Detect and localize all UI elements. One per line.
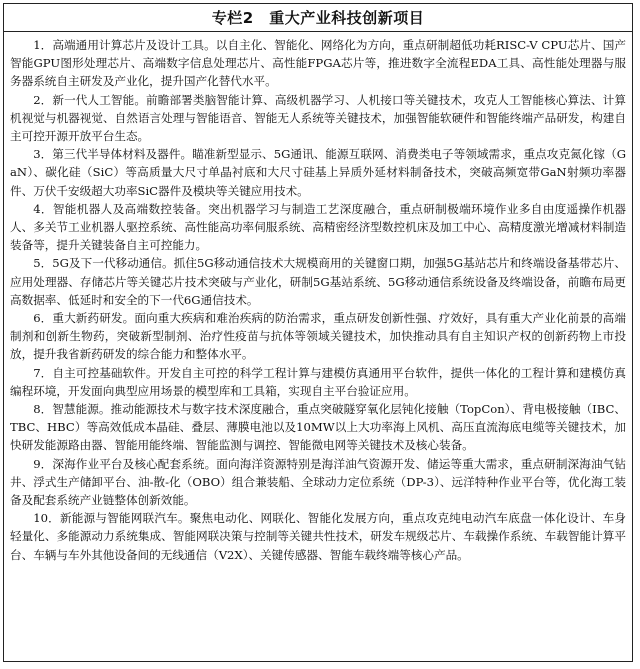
project-list: [4, 32, 632, 564]
column-title: 专栏2 重大产业科技创新项目: [4, 4, 632, 32]
project-item-6: 6．重大新药研发。面向重大疾病和难治疾病的防治需求，重点研发创新性强、疗效好，具有重大产业化前景的高端制剂和创新生物药，突破新型制剂、治疗性疫苗与抗体等领域关键技术，加快推动具有自主知识产权的创新药物上市投放，提升我省新药研发的综合能力和整体水平。: [10, 311, 626, 362]
project-item-3: 3．第三代半导体材料及器件。瞄准新型显示、5G通讯、能源互联网、消费类电子等领域需求，重点攻克氮化镓（GaN）、碳化硅（SiC）等高质量大尺寸单晶衬底和大尺寸硅基上异质外延材料制备技术，突破高频宽带GaN射频功率器件、万伏千安级超大功率SiC器件及模块等关键应用技术。: [10, 147, 626, 198]
project-item-7: 7．自主可控基础软件。开发自主可控的科学工程计算与建模仿真通用平台软件，提供一体化的工程计算和建模仿真编程环境，开发面向典型应用场景的模型库和工具箱，实现自主平台验证应用。: [10, 365, 626, 398]
project-item-8: 8．智慧能源。推动能源技术与数字技术深度融合，重点突破隧穿氧化层钝化接触（TopCon）、背电极接触（IBC、TBC、HBC）等高效低成本晶硅、叠层、薄膜电池以及10MW以上大功率海上风机、高压直流海底电缆等关键技术，加快研发能源路由器、智能用能终端、智能监测与调控、智能微电网等关键技术及核心装备。: [10, 402, 626, 453]
project-item-1: 1．高端通用计算芯片及设计工具。以自主化、智能化、网络化为方向，重点研制超低功耗RISC-V CPU芯片、国产智能GPU图形处理芯片、高端数字信息处理芯片、高性能FPGA芯片等，推进数字全流程EDA工具、高性能处理器与服务器系统自主研发及产业化，提升国产化替代水平。: [10, 38, 626, 89]
project-item-4: 4．智能机器人及高端数控装备。突出机器学习与制造工艺深度融合，重点研制极端环境作业多自由度遥操作机器人、多关节工业机器人驱控系统、高性能高功率伺服系统、高精密经济型数控机床及加工中心、高精度激光增减材料制造装备等，提升关键装备自主可控能力。: [10, 201, 626, 253]
project-item-10: 10．新能源与智能网联汽车。聚焦电动化、网联化、智能化发展方向，重点攻克纯电动汽车底盘一体化设计、车身轻量化、多能源动力系统集成、智能网联决策与控制等关键共性技术，研发车规级芯片、车载操作系统、车载智能计算平台、车辆与车外其他设备间的无线通信（V2X）、关键传感器、智能车载终端等核心产品。: [10, 511, 626, 562]
project-item-5: 5．5G及下一代移动通信。抓住5G移动通信技术大规模商用的关键窗口期，加强5G基站芯片和终端设备基带芯片、应用处理器、存储芯片等关键芯片技术突破与产业化，研制5G基站系统、5G移动通信系统设备及终端设备，前瞻布局更高数据率、低延时和安全的下一代6G通信技术。: [10, 256, 626, 307]
column-box: [3, 3, 633, 662]
project-item-2: 2．新一代人工智能。前瞻部署类脑智能计算、高级机器学习、人机接口等关键技术，攻克人工智能核心算法、计算机视觉与机器视觉、自然语言处理与智能语音、智能无人系统等关键技术，加强智能软硬件和智能终端产品研发，构建自主可控开源开放平台生态。: [10, 92, 626, 144]
project-item-9: 9．深海作业平台及核心配套系统。面向海洋资源特别是海洋油气资源开发、储运等重大需求，重点研制深海油气钻井、浮式生产储卸平台、油-散-化（OBO）组合兼装船、全球动力定位系统（DP-3）、远洋特种作业平台等，优化海工装备及配套系统产业链整体创新效能。: [10, 456, 626, 508]
